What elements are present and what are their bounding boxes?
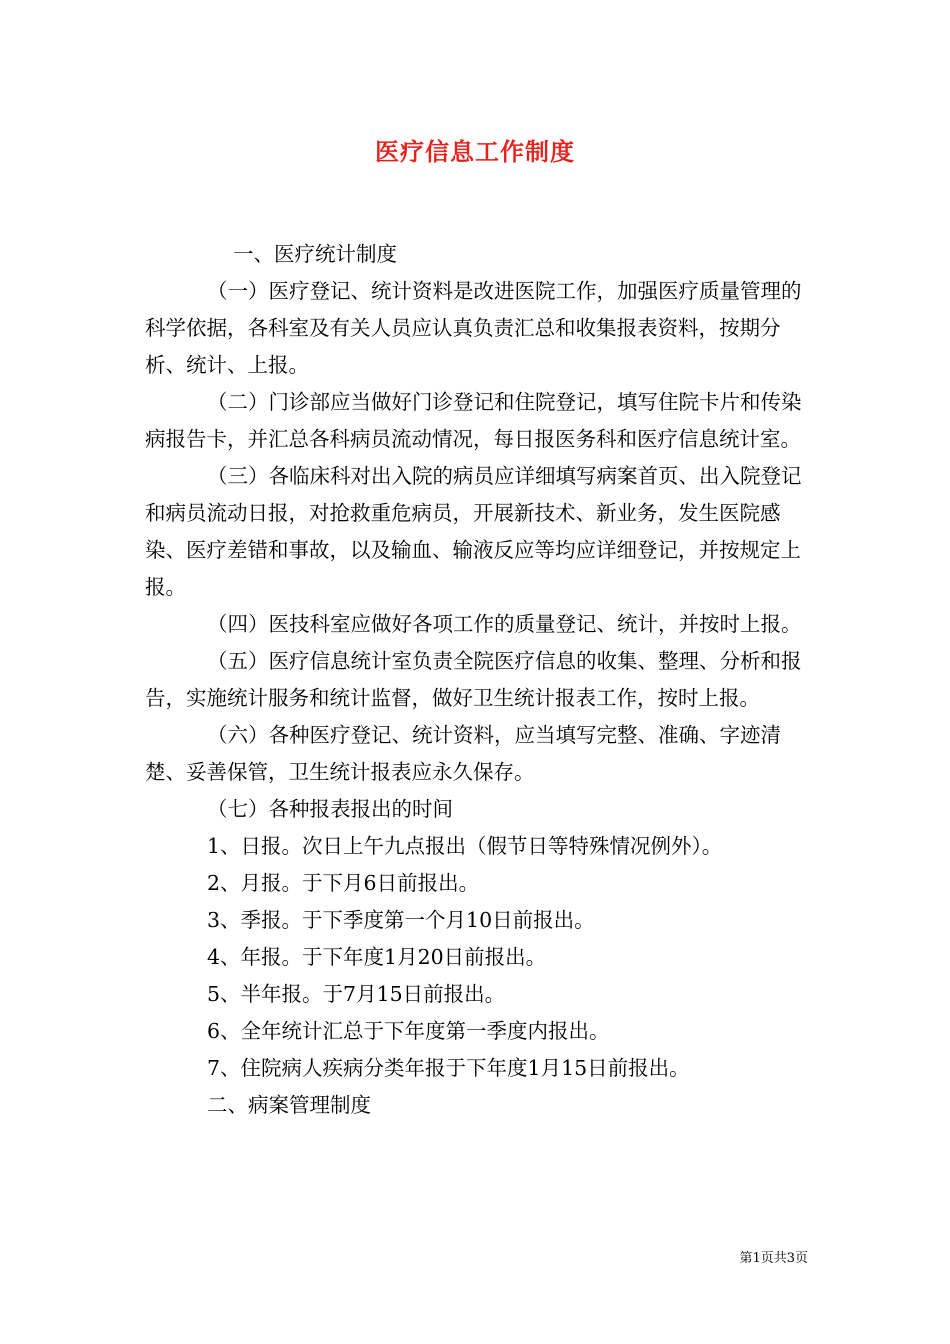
paragraph: （七）各种报表报出的时间 (207, 797, 453, 821)
list-item: 6、全年统计汇总于下年度第一季度内报出。 (207, 1019, 610, 1043)
paragraph: （四）医技科室应做好各项工作的质量登记、统计，并按时上报。 (207, 612, 802, 636)
list-item: 4、年报。于下年度1月20日前报出。 (207, 945, 547, 969)
paragraph: （三）各临床科对出入院的病员应详细填写病案首页、出入院登记和病员流动日报，对抢救重危病员，开展新技术、新业务，发生医院感染、医疗差错和事故，以及输血、输液反应等均应详细登记，并按规定上报。 (145, 464, 802, 599)
paragraph: （六）各种医疗登记、统计资料，应当填写完整、准确、字迹清楚、妥善保管，卫生统计报表应永久保存。 (145, 723, 781, 784)
list-item: 3、季报。于下季度第一个月10日前报出。 (207, 908, 595, 932)
list-item: 2、月报。于下月6日前报出。 (207, 871, 480, 895)
page-number: 第1页共3页 (739, 1251, 808, 1266)
paragraph: （五）医疗信息统计室负责全院医疗信息的收集、整理、分析和报告，实施统计服务和统计监督，做好卫生统计报表工作，按时上报。 (145, 649, 802, 710)
section-heading: 二、病案管理制度 (207, 1093, 371, 1117)
document-title: 医疗信息工作制度 (375, 137, 575, 166)
list-item: 5、半年报。于7月15日前报出。 (207, 982, 506, 1006)
list-item: 7、住院病人疾病分类年报于下年度1月15日前报出。 (207, 1056, 690, 1080)
document-body (145, 236, 807, 1124)
paragraph: （一）医疗登记、统计资料是改进医院工作，加强医疗质量管理的科学依据，各科室及有关人员应认真负责汇总和收集报表资料，按期分析、统计、上报。 (145, 279, 802, 377)
paragraph: （二）门诊部应当做好门诊登记和住院登记，填写住院卡片和传染病报告卡，并汇总各科病员流动情况，每日报医务科和医疗信息统计室。 (145, 390, 802, 451)
list-item: 1、日报。次日上午九点报出（假节日等特殊情况例外）。 (207, 834, 723, 858)
section-heading: 一、医疗统计制度 (233, 242, 397, 266)
